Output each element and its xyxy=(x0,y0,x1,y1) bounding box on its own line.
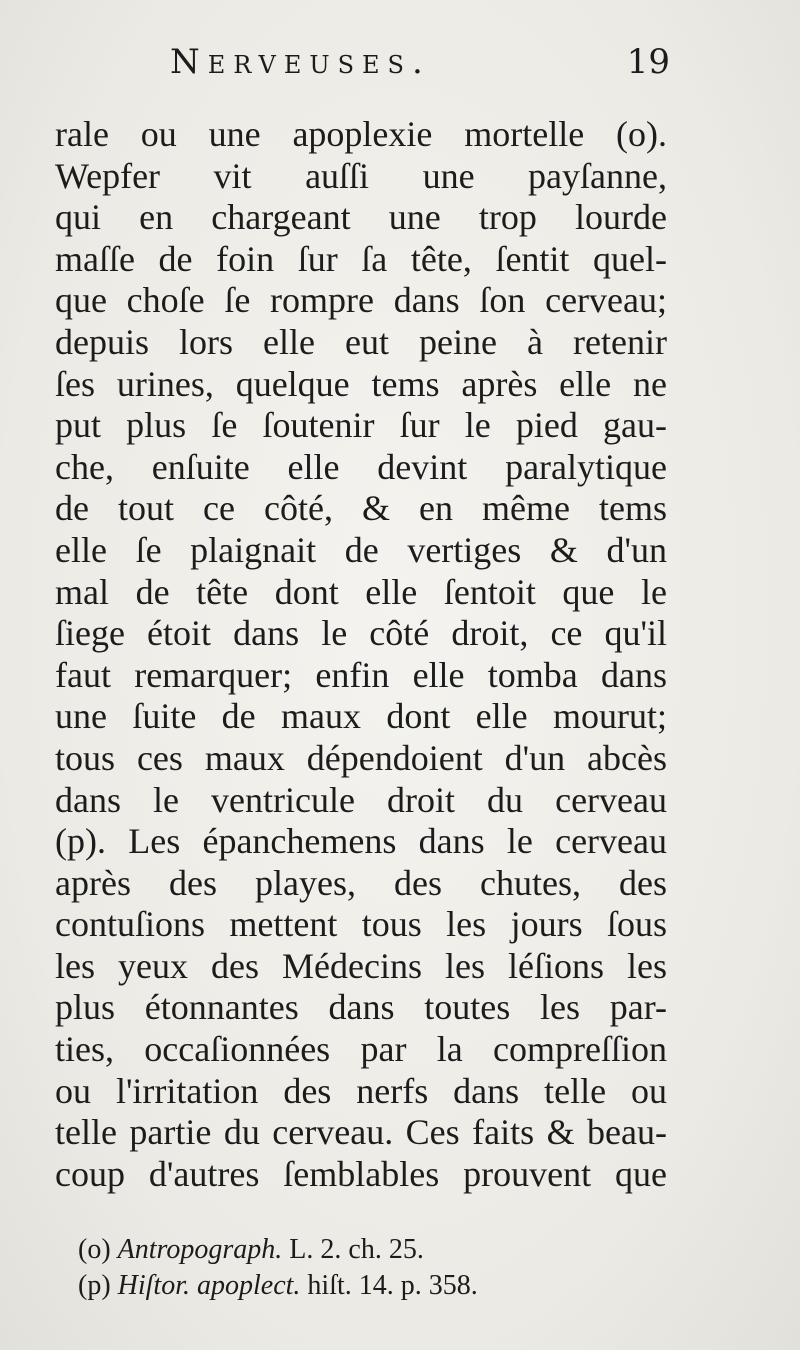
text-line: plus étonnantes dans toutes les par- xyxy=(55,987,667,1028)
text-line: depuis lors elle eut peine à retenir xyxy=(55,321,667,362)
footnote-o xyxy=(78,1232,638,1268)
footnote-title: Hiſtor. apoplect. xyxy=(117,1270,301,1301)
footnote-reference: hiſt. 14. p. 358. xyxy=(307,1270,478,1301)
footnotes xyxy=(78,1232,638,1304)
running-head xyxy=(60,42,670,102)
footnote-p xyxy=(78,1268,638,1304)
text-line: ou l'irritation des nerfs dans telle ou xyxy=(55,1070,667,1111)
text-line: mal de tête dont elle ſentoit que le xyxy=(55,571,667,612)
text-line: dans le ventricule droit du cerveau xyxy=(55,779,667,820)
text-line: ſes urines, quelque tems après elle ne xyxy=(55,363,667,404)
text-line: rale ou une apoplexie mortelle (o). xyxy=(55,114,667,154)
text-line: maſſe de foin ſur ſa tête, ſentit quel- xyxy=(55,238,667,279)
running-title: Nerveuses. xyxy=(170,42,431,82)
text-line: une ſuite de maux dont elle mourut; xyxy=(55,696,667,737)
text-line: contuſions mettent tous les jours ſous xyxy=(55,904,667,945)
text-line: les yeux des Médecins les léſions les xyxy=(55,945,667,986)
footnote-reference: L. 2. ch. 25. xyxy=(289,1234,424,1265)
text-line: put plus ſe ſoutenir ſur le pied gau- xyxy=(55,405,667,446)
text-line: coup d'autres ſemblables prouvent que xyxy=(55,1153,667,1194)
text-line: ſiege étoit dans le côté droit, ce qu'il xyxy=(55,613,667,654)
page-number: 19 xyxy=(626,42,670,82)
footnote-marker: (p) xyxy=(78,1270,111,1301)
footnote-marker: (o) xyxy=(78,1234,111,1265)
text-line: che, enſuite elle devint paralytique xyxy=(55,446,667,487)
text-line: de tout ce côté, & en même tems xyxy=(55,488,667,529)
body-text xyxy=(55,114,667,1195)
text-line: telle partie du cerveau. Ces faits & beau- xyxy=(55,1112,667,1153)
footnote-title: Antropograph. xyxy=(117,1234,283,1265)
text-line: que choſe ſe rompre dans ſon cerveau; xyxy=(55,280,667,321)
text-line: tous ces maux dépendoient d'un abcès xyxy=(55,737,667,778)
text-line: qui en chargeant une trop lourde xyxy=(55,197,667,238)
text-line: ties, occaſionnées par la compreſſion xyxy=(55,1029,667,1070)
text-line: elle ſe plaignait de vertiges & d'un xyxy=(55,529,667,570)
text-line: faut remarquer; enfin elle tomba dans xyxy=(55,654,667,695)
text-line: Wepfer vit auſſi une payſanne, xyxy=(55,155,667,196)
text-line: après des playes, des chutes, des xyxy=(55,862,667,903)
text-line: (p). Les épanchemens dans le cerveau xyxy=(55,821,667,862)
